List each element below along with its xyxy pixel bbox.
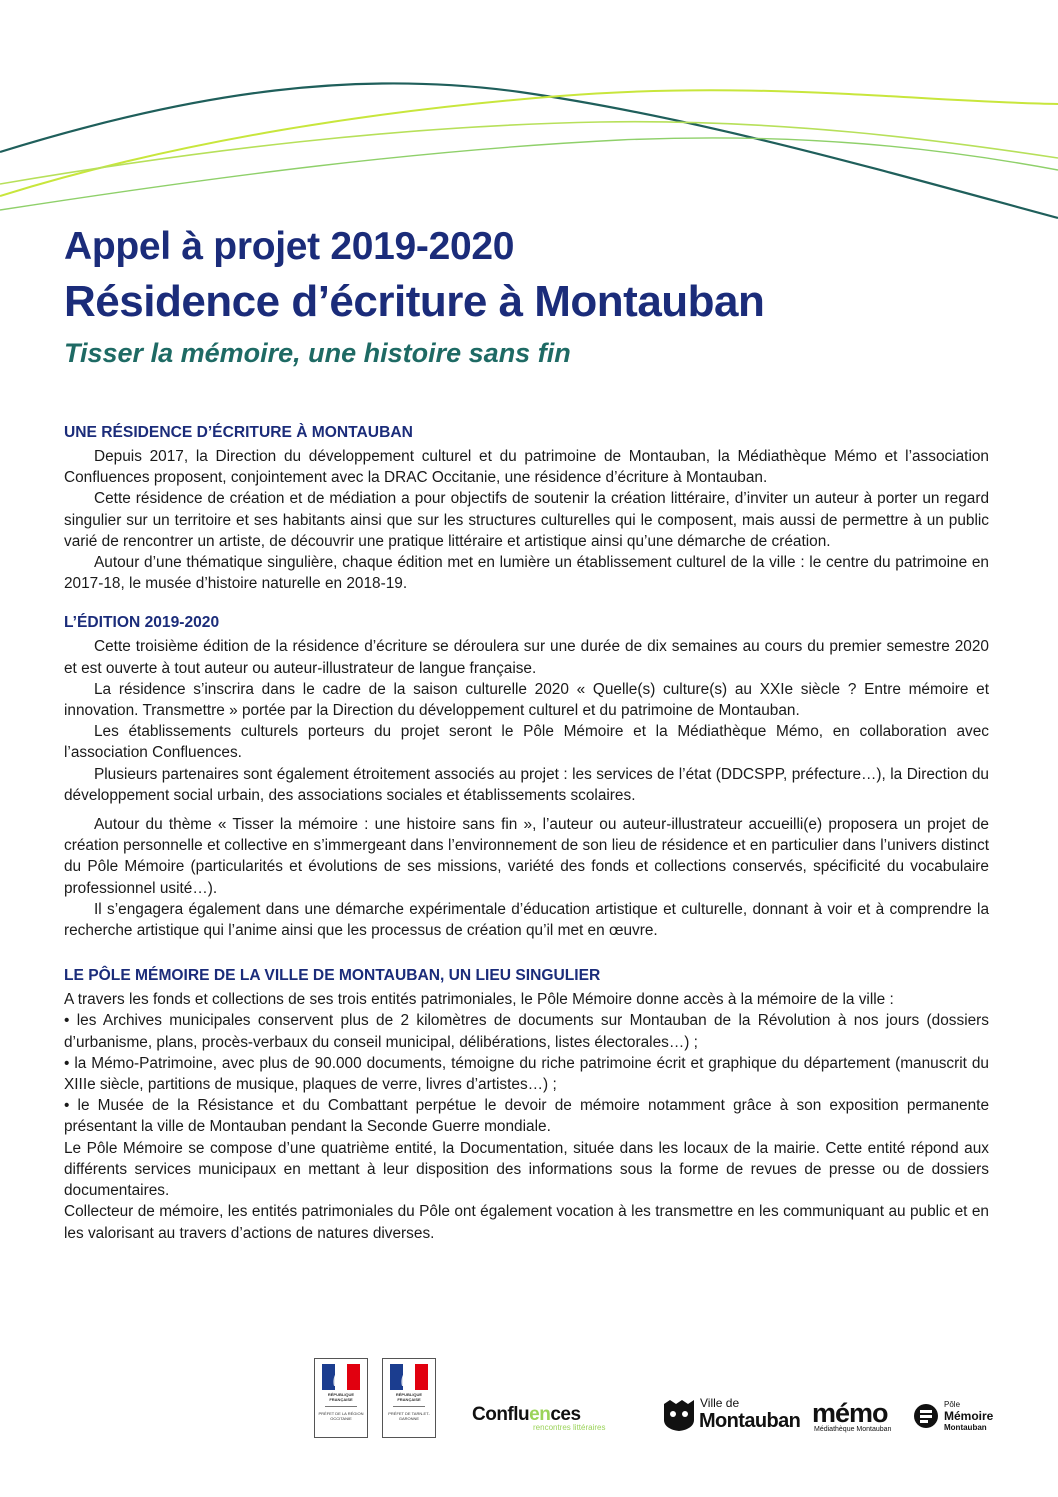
section-heading: UNE RÉSIDENCE D’ÉCRITURE À MONTAUBAN [64, 424, 413, 441]
prefet-label: PRÉFET DE TARN-ET-GARONNE [388, 1411, 430, 1421]
paragraph: Le Pôle Mémoire se compose d’une quatrième entité, la Documentation, située dans les locaux de la mairie. Cette entité répond aux différents services municipaux en mettant à leur disposition des informations sous la forme de revues de presse ou de dossiers documentaires. [64, 1139, 989, 1200]
memo-logo: mémo [812, 1398, 888, 1428]
ville-line2: Montauban [699, 1410, 801, 1432]
title-block [64, 222, 1004, 370]
marianne-flag-icon [322, 1364, 360, 1390]
paragraph: Cette troisième édition de la résidence d’écriture se déroulera sur une durée de dix semaines au cours du premier semestre 2020 et est ouverte à tout auteur ou auteur-illustrateur de langue française. [64, 638, 989, 677]
confluences-name-a: Conflu [472, 1404, 530, 1425]
prefet-region-logo [314, 1358, 368, 1438]
prefet-label: PRÉFET DE LA RÉGION OCCITANIE [318, 1411, 364, 1421]
title-line2: Résidence d’écriture à Montauban [64, 277, 765, 326]
paragraph: La résidence s’inscrira dans le cadre de la saison culturelle 2020 « Quelle(s) culture(s) au XXIe siècle ? Entre mémoire et innovation. Transmettre » portée par la Direction du développement culturel et du patrimoine de Montauban. [64, 680, 989, 720]
confluences-name-c: ces [550, 1404, 581, 1425]
paragraph: Cette résidence de création et de médiation a pour objectifs de soutenir la création littéraire, d’inviter un auteur à porter un regard singulier sur un territoire et ses habitants ainsi que sur les structures culturelles qui le composent, mais aussi de permettre à un public varié de rencontrer un artiste, de découvrir une pratique littéraire et artistique ainsi qu’une démarche de création. [64, 490, 989, 550]
section-heading: L’ÉDITION 2019-2020 [64, 614, 220, 632]
partner-logos [0, 1350, 1058, 1440]
document-body [64, 422, 989, 1244]
rf-label: RÉPUBLIQUE FRANÇAISE [327, 1392, 355, 1402]
paragraph: A travers les fonds et collections de ses trois entités patrimoniales, le Pôle Mémoire donne accès à la mémoire de la ville : [64, 991, 894, 1009]
paragraph: Autour du thème « Tisser la mémoire : une histoire sans fin », l’auteur ou auteur-illustrateur accueilli(e) proposera un projet de création personnelle et collective en s’immergeant dans l’environnement de son lieu de résidence et en particulier dans l’univers distinct du Pôle Mémoire (particularités et évolutions de ses missions, variété des fonds et collections conservés, spécificité du vocabulaire professionnel usité…). [64, 816, 989, 897]
paragraph: Il s’engagera également dans une démarche expérimentale d’éducation artistique et culturelle, donnant à voir et à comprendre la recherche artistique qui l’anime ainsi que les processus de création qu’il met en œuvre. [64, 900, 989, 940]
pole-memoire-icon [912, 1402, 940, 1430]
pole-line1: Pôle [944, 1400, 961, 1409]
confluences-name-b: en [529, 1404, 551, 1425]
prefet-tarn-logo [382, 1358, 436, 1438]
rf-label: RÉPUBLIQUE FRANÇAISE [395, 1392, 423, 1402]
bullet-item: • le Musée de la Résistance et du Combattant perpétue le devoir de mémoire notamment grâce à son exposition permanente présentant la ville de Montauban pendant la Seconde Guerre mondiale. [64, 1097, 989, 1136]
bullet-item: • les Archives municipales conservent plus de 2 kilomètres de documents sur Montauban de la Révolution à nos jours (dossiers d’urbanisme, plans, procès-verbaux du conseil municipal, délibérations, listes électorales…) ; [64, 1012, 989, 1051]
paragraph: Depuis 2017, la Direction du développement culturel et du patrimoine de Montauban, la Médiathèque Mémo et l’association Confluences proposent, conjointement avec la DRAC Occitanie, une résidence d’écriture à Montauban. [64, 448, 989, 487]
paragraph: Plusieurs partenaires sont également étroitement associés au projet : les services de l’état (DDCSPP, préfecture…), la Direction du développement social urbain, des associations sociales et établissements scolaires. [64, 765, 989, 804]
confluences-tagline: rencontres littéraires [533, 1423, 606, 1432]
pole-line3: Montauban [944, 1423, 987, 1432]
title-line1: Appel à projet 2019-2020 [64, 225, 515, 268]
ville-line1: Ville de [700, 1396, 740, 1410]
bullet-item: • la Mémo-Patrimoine, avec plus de 90.000 documents, témoigne du riche patrimoine écrit et graphique du département (manuscrit du XIIIe siècle, partitions de musique, plaques de verre, livres d’artistes…) ; [64, 1054, 989, 1094]
header-waves [0, 0, 1058, 240]
ville-crest-icon [662, 1398, 696, 1432]
paragraph: Collecteur de mémoire, les entités patrimoniales du Pôle ont également vocation à les transmettre en les communiquant au public et en les valorisant au travers d’actions de natures diverses. [64, 1203, 989, 1242]
pole-line2: Mémoire [944, 1409, 994, 1423]
paragraph: Autour d’une thématique singulière, chaque édition met en lumière un établissement culturel de la ville : le centre du patrimoine en 2017-18, le musée d’histoire naturelle en 2018-19. [64, 554, 989, 593]
paragraph: Les établissements culturels porteurs du projet seront le Pôle Mémoire et la Médiathèque Mémo, en collaboration avec l’association Confluences. [64, 723, 989, 762]
memo-tagline: Médiathèque Montauban [814, 1426, 892, 1433]
marianne-flag-icon [390, 1364, 428, 1390]
subtitle: Tisser la mémoire, une histoire sans fin [64, 338, 571, 368]
section-heading: LE PÔLE MÉMOIRE DE LA VILLE DE MONTAUBAN, UN LIEU SINGULIER [64, 967, 601, 985]
